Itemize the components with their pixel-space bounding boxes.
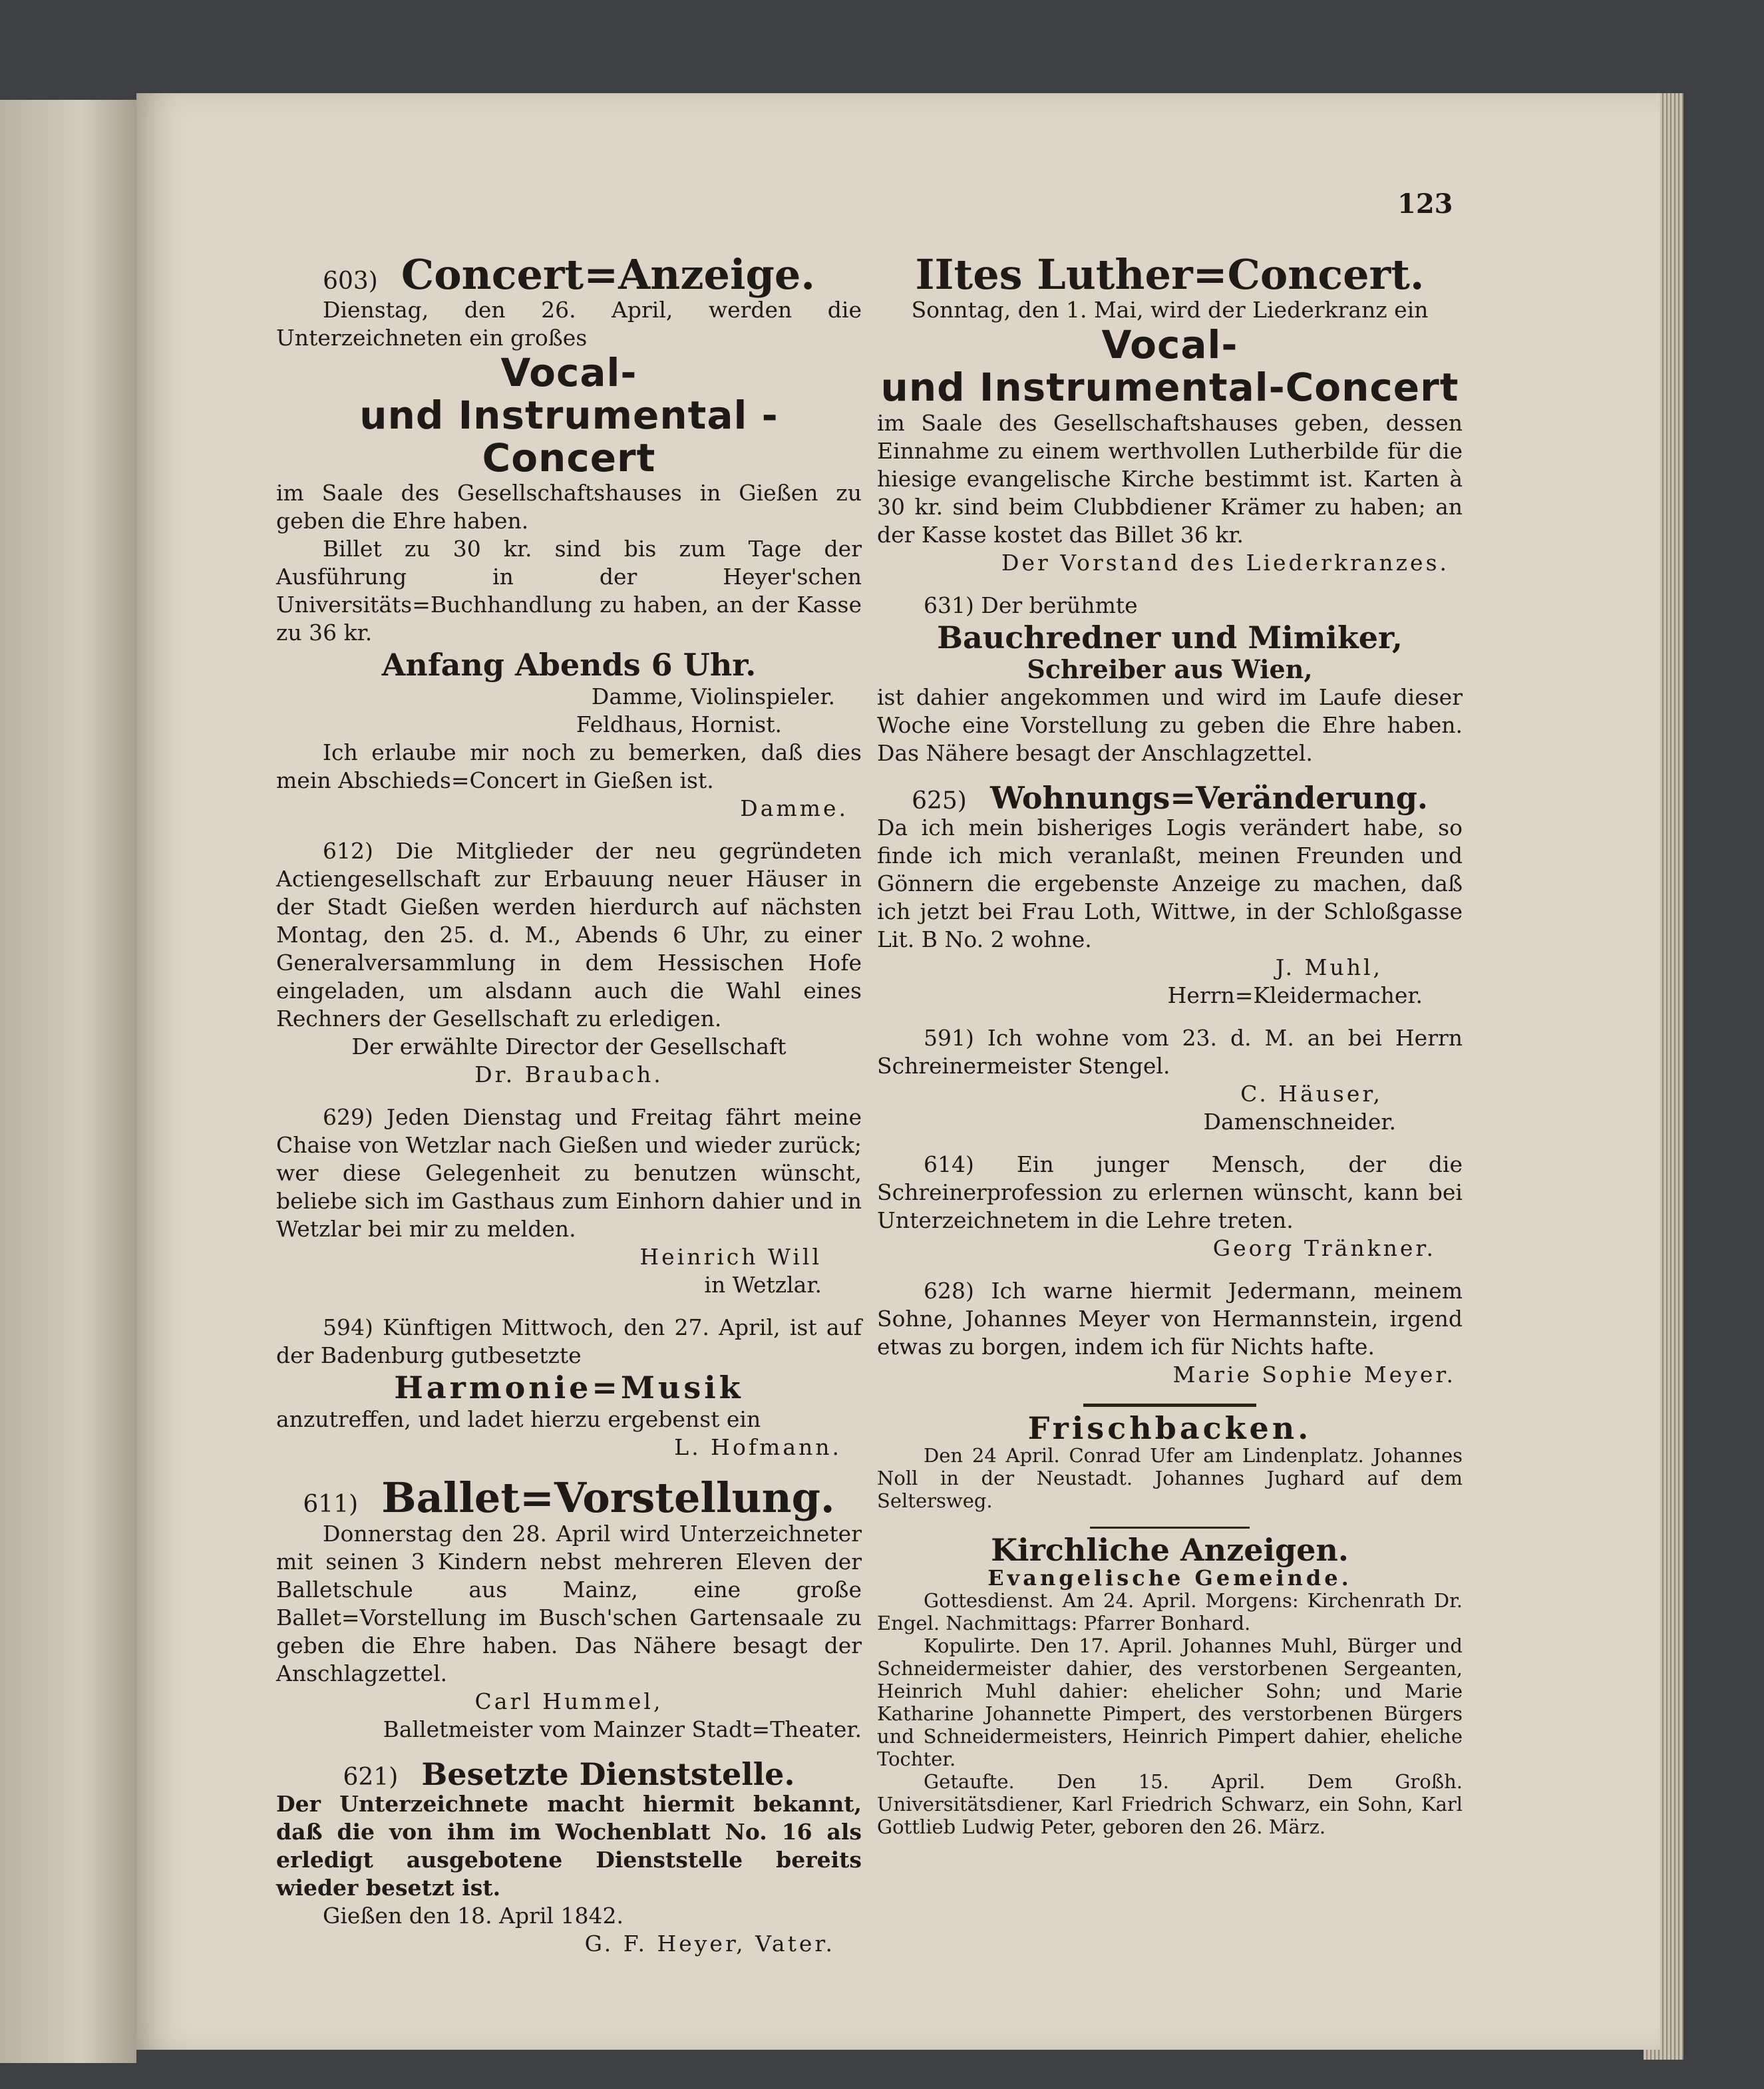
ad-body: ist dahier angekommen und wird im Laufe dieser Woche eine Vorstellung zu geben die Ehre haben. Das Nähere besagt der Anschlagzettel. [877, 683, 1463, 766]
ad-big-heading-1: Vocal- [1101, 322, 1238, 368]
ad-moving [877, 779, 1463, 1010]
ad-signature: Der erwählte Director der Gesellschaft [351, 1034, 787, 1060]
ad-heading: Bauchredner und Mimiker, [937, 619, 1403, 656]
ad-signature: Marie Sophie Meyer. [1172, 1361, 1456, 1388]
ad-number: 621) [343, 1763, 399, 1791]
ad-title: Wohnungs=Veränderung. [989, 779, 1428, 816]
section-body: Gottesdienst. Am 24. April. Morgens: Kirchenrath Dr. Engel. Nachmittags: Pfarrer Bonhard. [877, 1589, 1463, 1634]
ad-signature: Carl Hummel, [474, 1688, 663, 1714]
ad-number: 603) [323, 268, 378, 295]
ad-number: 628) [924, 1277, 974, 1304]
ad-body: im Saale des Gesellschaftshauses in Gießen zu geben die Ehre haben. [276, 480, 862, 534]
ad-signature: L. Hofmann. [674, 1434, 842, 1461]
ad-body: Donnerstag den 28. April wird Unterzeichneter mit seinen 3 Kindern nebst mehreren Eleven der Balletschule aus Mainz, eine große Ballet=Vorstellung im Busch'schen Gartensaale zu geben die Ehre haben. Das Nähere besagt der Anschlagzettel. [276, 1520, 862, 1686]
divider [1090, 1527, 1250, 1529]
ad-number: 631) [924, 592, 974, 618]
ad-title: Ballet=Vorstellung. [381, 1473, 835, 1523]
ad-body: Jeden Dienstag und Freitag fährt meine Chaise von Wetzlar nach Gießen und wieder zurück; wer diese Gelegenheit zu benutzen wünscht, beliebe sich im Gasthaus zum Einhorn dahier und in Wetzlar bei mir zu melden. [276, 1104, 862, 1242]
ad-number: 612) [323, 838, 373, 864]
left-column [276, 250, 862, 1973]
ad-number: 625) [912, 787, 967, 815]
ad-title: IItes Luther=Concert. [915, 250, 1425, 299]
ad-big-heading-2: und Instrumental - Concert [359, 392, 779, 480]
ad-signature: in Wetzlar. [704, 1272, 822, 1298]
ad-body: Der Unterzeichnete macht hiermit bekannt, daß die von ihm im Wochenblatt No. 16 als erledigt ausgebotene Dienststelle bereits wieder besetzt ist. [276, 1790, 862, 1901]
section-title: Frischbacken. [1027, 1410, 1312, 1446]
ad-warning [877, 1277, 1463, 1389]
right-column [877, 250, 1463, 1853]
ad-intro: Sonntag, den 1. Mai, wird der Liederkranz ein [911, 297, 1429, 323]
ad-body: Die Mitglieder der neu gegründeten Actiengesellschaft zur Erbauung neuer Häuser in der Stadt Gießen werden hierdurch auf nächsten Montag, den 25. d. M., Abends 6 Uhr, zu einer Generalversammlung in dem Hessischen Hofe eingeladen, um alsdann auch die Wahl eines Rechners der Gesellschaft zu erledigen. [276, 838, 862, 1032]
section-title: Kirchliche Anzeigen. [991, 1532, 1349, 1569]
ad-signature: Georg Tränkner. [1212, 1234, 1436, 1261]
ad-post [276, 1758, 862, 1958]
ad-body: im Saale des Gesellschaftshauses geben, dessen Einnahme zu einem werthvollen Lutherbilde für die hiesige evangelische Kirche bestimmt ist. Karten à 30 kr. sind beim Clubbdiener Krämer zu haben; an der Kasse kostet das Billet 36 kr. [877, 409, 1463, 548]
ad-title: Besetzte Dienststelle. [421, 1756, 795, 1792]
ad-body: Billet zu 30 kr. sind bis zum Tage der Ausführung in der Heyer'schen Universitäts=Buchhandlung zu haben, an der Kasse zu 36 kr. [276, 536, 862, 646]
ad-body: Ich warne hiermit Jedermann, meinem Sohne, Johannes Meyer von Hermannstein, irgend etwas zu borgen, indem ich für Nichts hafte. [877, 1277, 1463, 1360]
ad-signature: Der Vorstand des Liederkranzes. [1001, 549, 1449, 576]
ad-dressmaker [877, 1024, 1463, 1136]
section-church [877, 1534, 1463, 1837]
section-subtitle: Evangelische Gemeinde. [987, 1565, 1352, 1591]
ad-ventriloquist [877, 592, 1463, 767]
section-body: Kopulirte. Den 17. April. Johannes Muhl, Bürger und Schneidermeister dahier, des verstorbenen Sergeanten, Heinrich Muhl dahier: ehelicher Sohn; und Marie Katharine Johannette Pimpert, des verstorbenen Bürgers und Schneidermeisters, Heinrich Pimpert dahier, eheliche Tochter. [877, 1634, 1463, 1770]
section-body: Getaufte. Den 15. April. Dem Großh. Universitätsdiener, Karl Friedrich Schwarz, ein Sohn, Karl Gottlieb Ludwig Peter, geboren den 26. März. [877, 1770, 1463, 1838]
ad-signature: Heinrich Will [639, 1244, 822, 1270]
ad-signature: J. Muhl, [1276, 954, 1383, 980]
ad-signature: Herrn=Kleidermacher. [1167, 982, 1423, 1008]
ad-body: Künftigen Mittwoch, den 27. April, ist auf der Badenburg gutbesetzte [276, 1314, 862, 1369]
ad-date: Gießen den 18. April 1842. [323, 1902, 623, 1929]
ad-body: Ich erlaube mir noch zu bemerken, daß dies mein Abschieds=Concert in Gießen ist. [276, 739, 862, 794]
ad-big-heading-2: und Instrumental-Concert [880, 364, 1459, 410]
ad-heading: Harmonie=Musik [394, 1370, 744, 1406]
ad-signature: Damenschneider. [1203, 1108, 1396, 1135]
ad-start-time: Anfang Abends 6 Uhr. [381, 647, 757, 683]
ad-big-heading-1: Vocal- [500, 350, 637, 396]
ad-signature: Damme. [740, 795, 848, 822]
ad-number: 591) [924, 1024, 974, 1051]
ad-music [276, 1314, 862, 1461]
ad-number: 611) [303, 1491, 359, 1519]
ad-number: 629) [323, 1104, 373, 1131]
ad-signature: Damme, Violinspieler. [591, 683, 835, 710]
ad-signature: C. Häuser, [1240, 1080, 1383, 1107]
ad-body: Ich wohne vom 23. d. M. an bei Herrn Schreinermeister Stengel. [877, 1024, 1463, 1079]
ad-body: anzutreffen, und ladet hierzu ergebenst ein [276, 1406, 761, 1433]
page-number: 123 [1397, 188, 1453, 220]
ad-luther-concert [877, 250, 1463, 577]
ad-ballet [276, 1473, 862, 1743]
section-body: Den 24 April. Conrad Ufer am Lindenplatz. Johannes Noll in der Neustadt. Johannes Jughard auf dem Seltersweg. [877, 1444, 1463, 1513]
ad-number: 594) [323, 1314, 373, 1341]
ad-signature: G. F. Heyer, Vater. [584, 1930, 835, 1957]
ad-title: Concert=Anzeige. [401, 250, 815, 299]
ad-signature: Dr. Braubach. [474, 1061, 663, 1088]
divider [1083, 1404, 1256, 1407]
ad-intro: Dienstag, den 26. April, werden die Unterzeichneten ein großes [276, 297, 862, 351]
ad-concert [276, 250, 862, 823]
ad-subheading: Schreiber aus Wien, [1027, 654, 1313, 684]
ad-apprentice [877, 1151, 1463, 1262]
left-page-edge [0, 100, 136, 2063]
ad-body: Da ich mein bisheriges Logis verändert habe, so finde ich mich veranlaßt, meinen Freunden und Gönnern die ergebenste Anzeige zu machen, daß ich jetzt bei Frau Loth, Wittwe, in der Schloßgasse Lit. B No. 2 wohne. [877, 814, 1463, 952]
ad-intro: Der berühmte [981, 592, 1138, 618]
section-bakery [877, 1412, 1463, 1512]
ad-signature: Feldhaus, Hornist. [576, 711, 782, 738]
ad-chaise [276, 1103, 862, 1299]
ad-number: 614) [924, 1151, 974, 1177]
ad-signature: Balletmeister vom Mainzer Stadt=Theater. [383, 1716, 862, 1742]
ad-members [276, 837, 862, 1089]
ad-body: Ein junger Mensch, der die Schreinerprofession zu erlernen wünscht, kann bei Unterzeichnetem in die Lehre treten. [877, 1151, 1463, 1233]
